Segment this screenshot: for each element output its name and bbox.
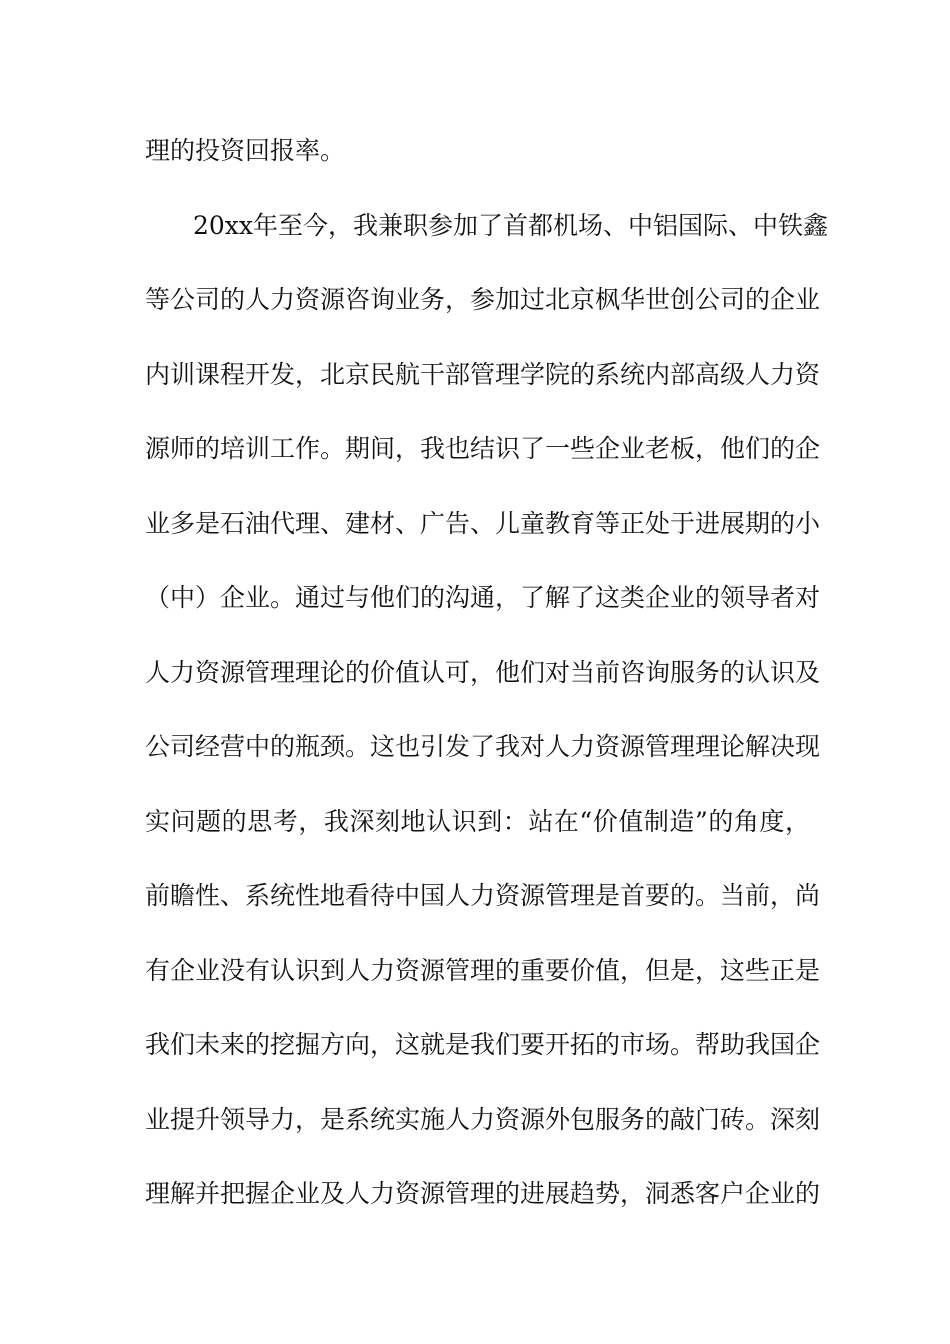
text-line: 人力资源管理理论的价值认可，他们对当前咨询服务的认识及 — [145, 657, 821, 687]
text-line: 公司经营中的瓶颈。这也引发了我对人力资源管理理论解决现 — [145, 732, 821, 761]
text-line: 源师的培训工作。期间，我也结识了一些企业老板，他们的企 — [145, 434, 821, 463]
text-line: （中）企业。通过与他们的沟通，了解了这类企业的领导者对 — [145, 583, 821, 612]
text-line: 理的投资回报率。 — [145, 136, 346, 165]
body-text — [145, 126, 829, 1244]
text-line: 实问题的思考，我深刻地认识到：站在“价值制造”的角度， — [145, 806, 810, 836]
text-line: 业提升领导力，是系统实施人力资源外包服务的敲门砖。深刻 — [145, 1104, 821, 1134]
text-line: 前瞻性、系统性地看待中国人力资源管理是首要的。当前，尚 — [145, 881, 821, 910]
text-line: 等公司的人力资源咨询业务，参加过北京枫华世创公司的企业 — [145, 285, 821, 314]
text-line: 理解并把握企业及人力资源管理的进展趋势，洞悉客户企业的 — [145, 1179, 821, 1208]
text-line: 20xx年至今，我兼职参加了首都机场、中铝国际、中铁鑫 — [193, 210, 829, 240]
text-line: 有企业没有认识到人力资源管理的重要价值，但是，这些正是 — [145, 955, 821, 985]
text-line: 我们未来的挖掘方向，这就是我们要开拓的市场。帮助我国企 — [145, 1030, 821, 1059]
text-line: 内训课程开发，北京民航干部管理学院的系统内部高级人力资 — [145, 359, 821, 389]
text-line: 业多是石油代理、建材、广告、儿童教育等正处于进展期的小 — [145, 508, 821, 538]
